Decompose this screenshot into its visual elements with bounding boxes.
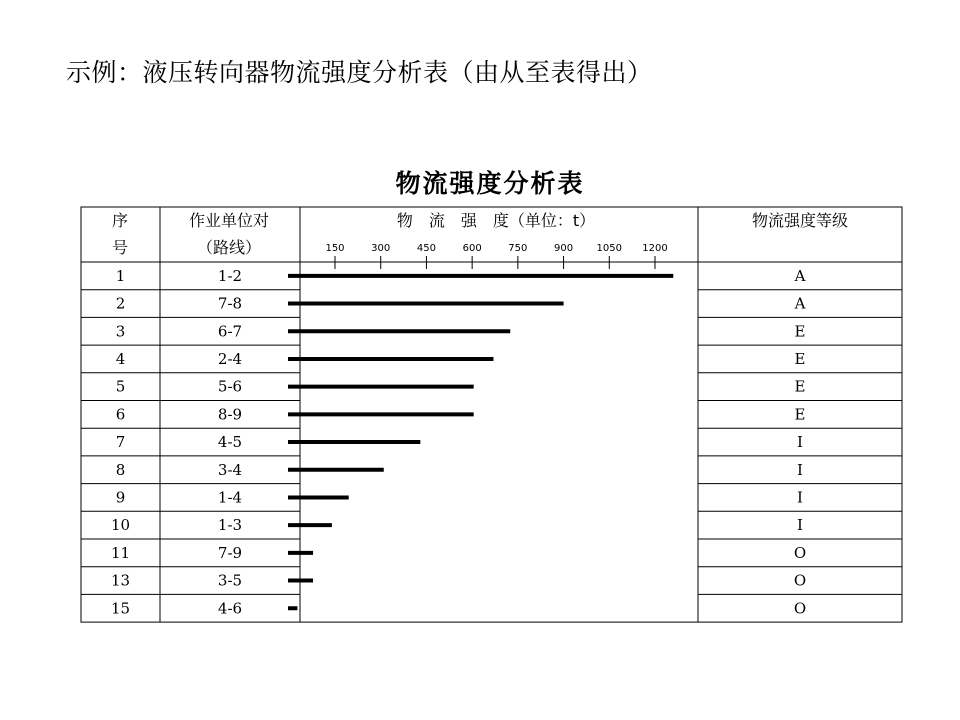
- axis-tick-label: 150: [325, 243, 345, 254]
- header-grade: 物流强度等级: [751, 211, 849, 230]
- row-grade: O: [793, 599, 807, 618]
- row-grade: O: [793, 543, 807, 562]
- row-grade: O: [793, 571, 807, 590]
- row-seq: 7: [115, 433, 126, 452]
- row-route: 4-5: [217, 433, 243, 452]
- row-grade: A: [794, 294, 806, 313]
- table-row: [116, 295, 806, 313]
- table-row: [116, 322, 806, 340]
- header-route-line1: 作业单位对: [188, 211, 270, 230]
- table-row: [116, 405, 806, 423]
- axis-tick-label: 1200: [642, 243, 668, 254]
- row-grade: I: [797, 488, 803, 507]
- axis-tick-label: 450: [416, 243, 436, 254]
- row-seq: 13: [110, 571, 131, 590]
- table-grid: [81, 207, 902, 622]
- row-seq: 10: [110, 516, 131, 535]
- axis-tick-label: 300: [371, 243, 391, 254]
- row-grade: E: [794, 377, 806, 396]
- row-seq: 6: [115, 405, 126, 424]
- row-route: 7-8: [217, 294, 243, 313]
- row-route: 5-6: [217, 377, 243, 396]
- table-row: [111, 516, 803, 534]
- row-grade: I: [797, 433, 803, 452]
- page-title: 示例：液压转向器物流强度分析表（由从至表得出）: [66, 58, 653, 87]
- axis-tick-label: 1050: [596, 243, 623, 254]
- row-seq: 4: [115, 349, 126, 368]
- row-route: 8-9: [217, 405, 243, 424]
- table-border: [81, 207, 902, 622]
- row-grade: A: [794, 266, 806, 285]
- row-seq: 9: [115, 488, 126, 507]
- header-seq-line2: 号: [111, 238, 129, 257]
- table-rows: [111, 267, 806, 617]
- row-route: 1-2: [217, 266, 243, 285]
- row-grade: E: [794, 349, 806, 368]
- row-route: 6-7: [217, 322, 243, 341]
- row-route: 3-5: [217, 571, 243, 590]
- row-route: 3-4: [217, 460, 243, 479]
- row-route: 1-3: [217, 516, 243, 535]
- row-seq: 1: [115, 266, 126, 285]
- table-row: [116, 350, 806, 368]
- table-row: [111, 544, 806, 562]
- row-seq: 11: [110, 543, 131, 562]
- table-row: [111, 572, 806, 590]
- table-row: [116, 488, 803, 506]
- axis-tick-label: 900: [554, 243, 574, 254]
- row-route: 4-6: [217, 599, 243, 618]
- row-seq: 3: [115, 322, 126, 341]
- row-seq: 8: [115, 460, 126, 479]
- header-route-line2: （路线）: [196, 238, 262, 257]
- table-row: [116, 433, 803, 451]
- header-seq-line1: 序: [111, 211, 129, 230]
- intensity-axis: [325, 243, 667, 269]
- axis-tick-label: 750: [508, 243, 528, 254]
- row-grade: E: [794, 405, 806, 424]
- row-route: 7-9: [217, 543, 243, 562]
- row-seq: 2: [115, 294, 126, 313]
- header-intensity: 物 流 强 度（单位：t）: [396, 211, 596, 230]
- row-grade: I: [797, 516, 803, 535]
- row-grade: I: [797, 460, 803, 479]
- axis-tick-label: 600: [462, 243, 482, 254]
- row-route: 1-4: [217, 488, 243, 507]
- row-seq: 5: [115, 377, 126, 396]
- table-title: 物流强度分析表: [395, 169, 585, 198]
- row-grade: E: [794, 322, 806, 341]
- row-route: 2-4: [217, 349, 243, 368]
- table-row: [116, 267, 806, 285]
- table-row: [116, 378, 806, 396]
- row-seq: 15: [110, 599, 131, 618]
- table-row: [111, 599, 806, 617]
- table-row: [116, 461, 803, 479]
